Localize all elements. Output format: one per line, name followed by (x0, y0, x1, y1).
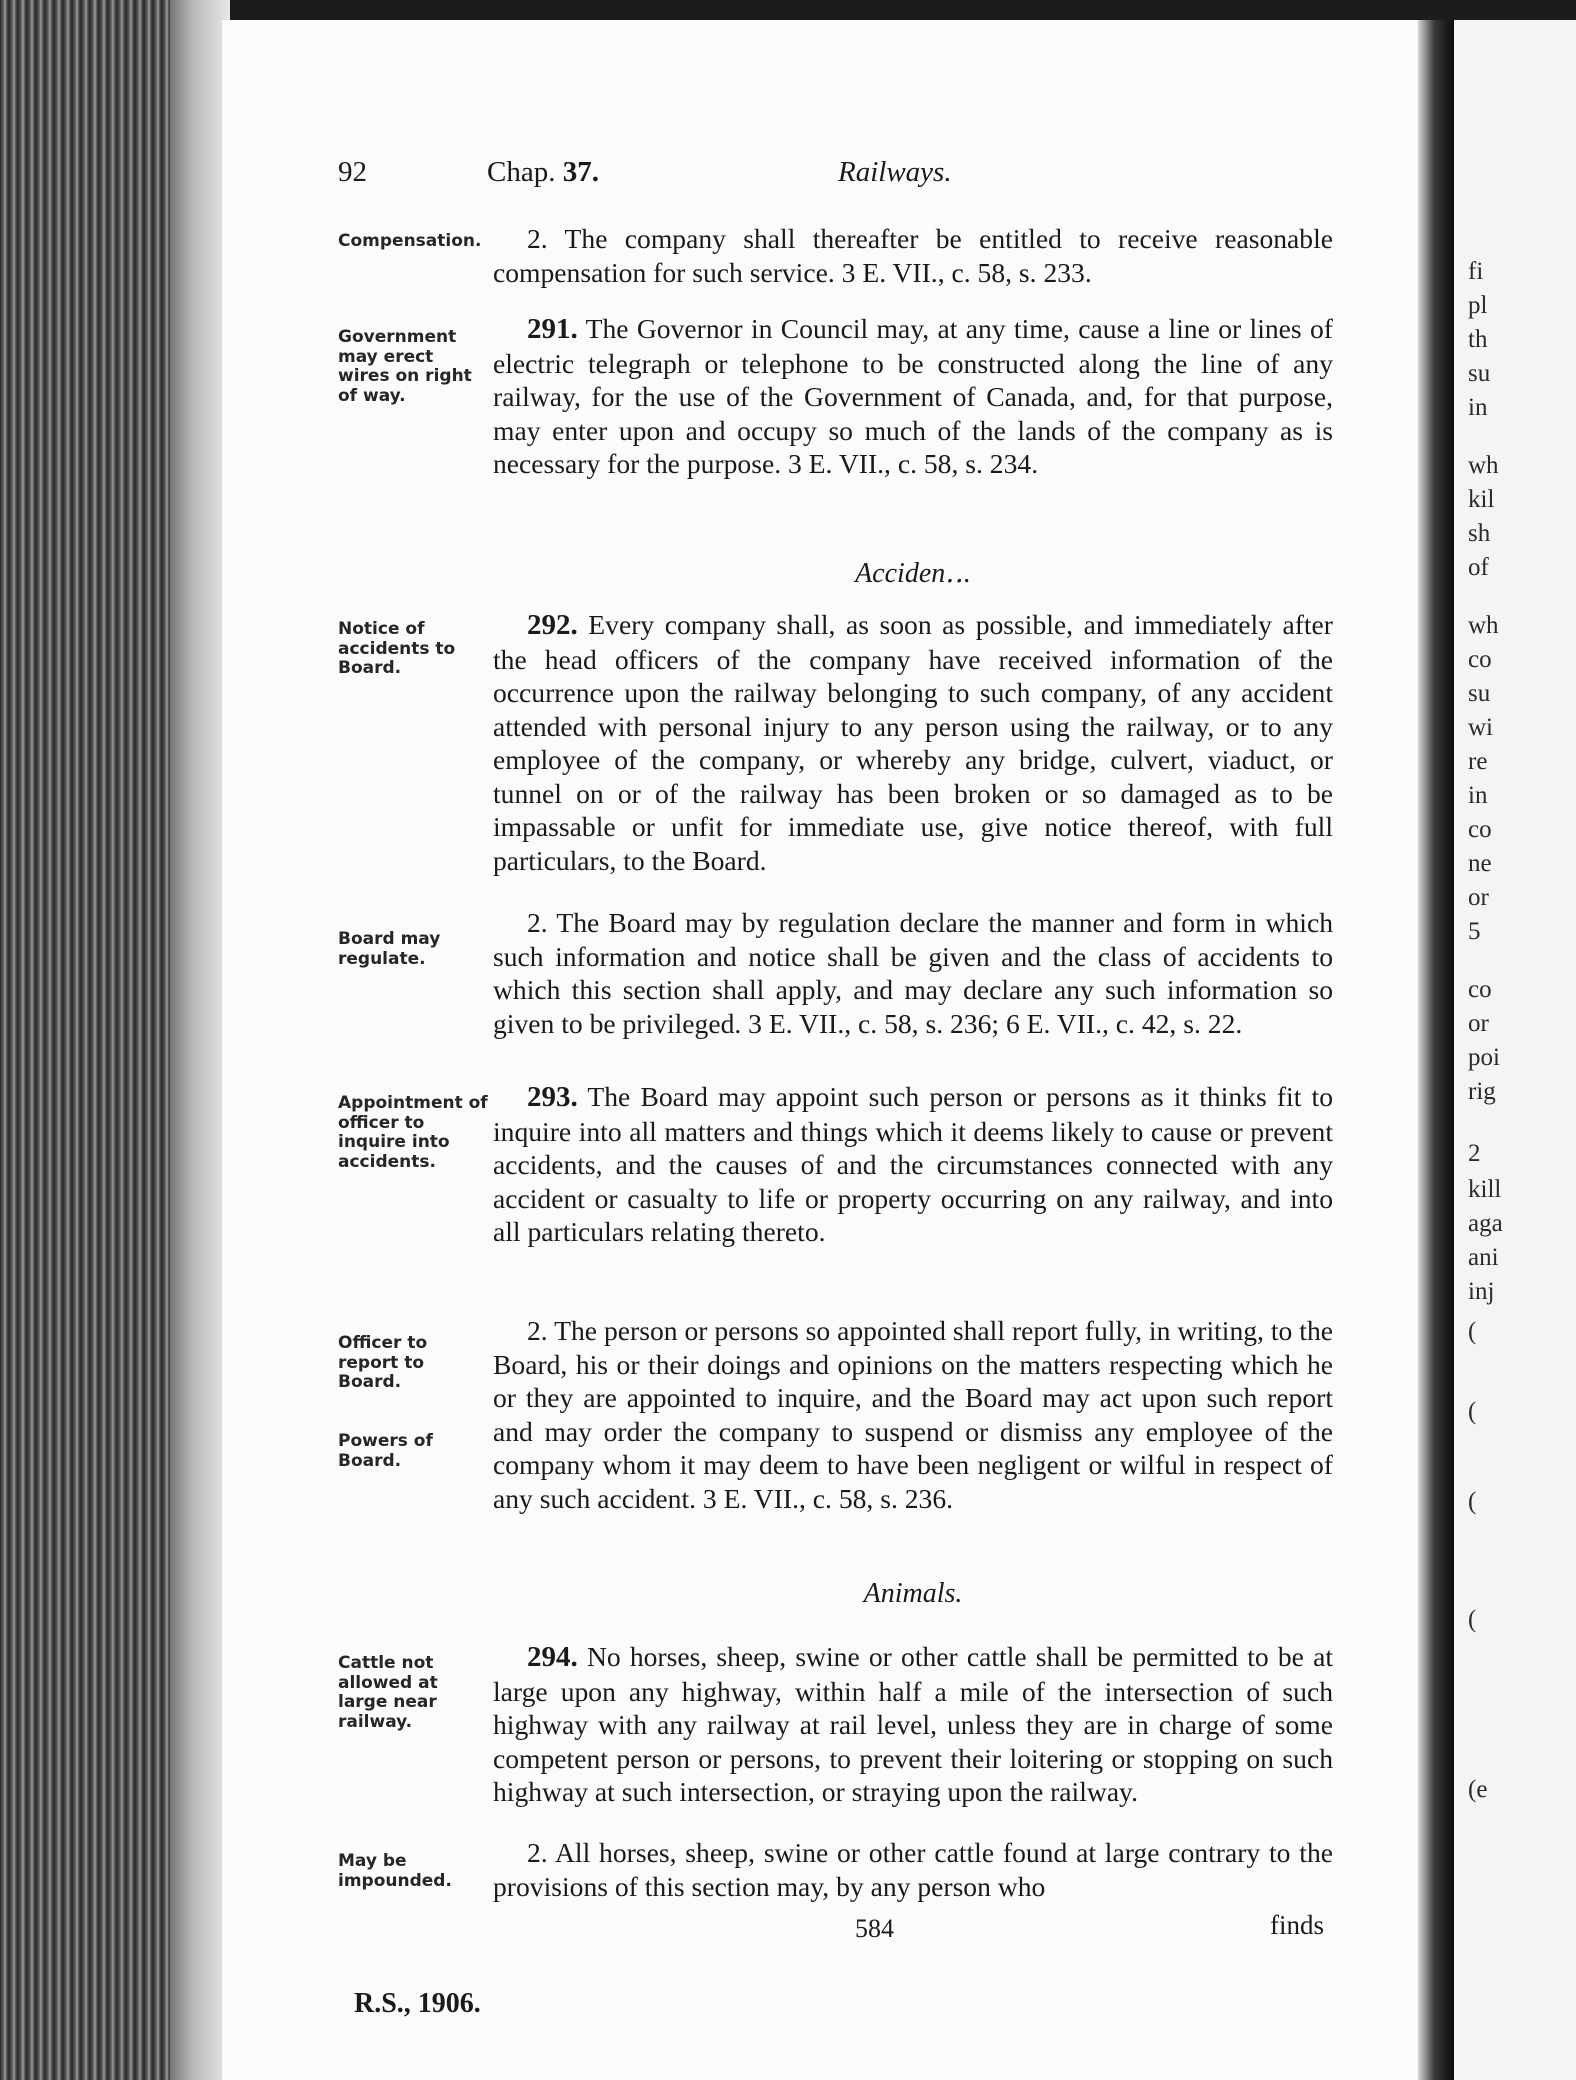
margin-note-cattle-not-allowed: Cattle not allowed at large near railway. (338, 1653, 438, 1732)
section-number: 291. (527, 313, 578, 345)
edition-label: R.S., 1906. (354, 1988, 481, 2019)
facing-page-fragment: fi (1468, 258, 1484, 285)
facing-page-fragment: re (1468, 748, 1488, 775)
facing-page-fragment: in (1468, 394, 1488, 421)
facing-page-fragment: sh (1468, 520, 1491, 547)
page-number: 92 (338, 156, 367, 188)
facing-page-fragment: rig (1468, 1078, 1496, 1105)
margin-note-board-may-regulate: Board may regulate. (338, 929, 441, 969)
facing-page-fragment: 2 (1468, 1140, 1481, 1167)
running-title: Railways. (838, 156, 952, 188)
facing-page-fragment: in (1468, 782, 1488, 809)
section-291 (493, 312, 1333, 481)
section-text: No horses, sheep, swine or other cattle shall be permitted to be at large upon any highway, within half a mile of the intersection of such highway with any railway at rail level, unless they are in charge of some competent person or persons, to prevent their loitering or stopping on such highway at such intersection, or straying upon the railway. (493, 1641, 1333, 1807)
section-294-subsection-2: 2. All horses, sheep, swine or other cattle found at large contrary to the provisions of this section may, by any person who (493, 1837, 1333, 1902)
section-text: Every company shall, as soon as possible, and immediately after the head officers of the company have received information of the occurrence upon the railway belonging to such company, of any accident attended with personal injury to any person using the railway, or to any employee of the company, or whereby any bridge, culvert, viaduct, or tunnel on or of the railway has been broken or so damaged as to be impassable or unfit for immediate use, give notice thereof, with full particulars, to the Board. (493, 609, 1333, 876)
folio-number: 584 (855, 1914, 894, 1943)
facing-page-fragment: 5 (1468, 918, 1481, 945)
facing-page-fragment: su (1468, 680, 1491, 707)
facing-page-fragment: wh (1468, 612, 1499, 639)
section-text: The Governor in Council may, at any time, cause a line or lines of electric telegraph or telephone to be constructed along the line of any railway, for the use of the Government of Canada, and, for that purpose, may enter upon and occupy so much of the lands of the company as is necessary for the purpose. 3 E. VII., c. 58, s. 234. (493, 313, 1333, 479)
facing-page-fragment: ne (1468, 850, 1492, 877)
section-number: 293. (527, 1081, 578, 1113)
facing-page-fragment: poi (1468, 1044, 1500, 1071)
section-293 (493, 1080, 1333, 1249)
facing-page (1454, 20, 1576, 2080)
facing-page-fragment: ( (1468, 1606, 1477, 1633)
book-page-edge-shade (170, 0, 230, 2080)
facing-page-fragment: co (1468, 816, 1492, 843)
facing-page-fragment: co (1468, 976, 1492, 1003)
section-292-subsection-2: 2. The Board may by regulation declare the manner and form in which such information and notice shall be given and the class of accidents to which this section shall apply, and may declare any such information so given to be privileged. 3 E. VII., c. 58, s. 236; 6 E. VII., c. 42, s. 22. (493, 907, 1333, 1039)
facing-page-fragment: or (1468, 884, 1489, 911)
facing-page-fragment: pl (1468, 292, 1488, 319)
facing-page-fragment: of (1468, 554, 1489, 581)
facing-page-fragment: aga (1468, 1210, 1503, 1237)
facing-page-fragment: ani (1468, 1244, 1499, 1271)
facing-page-fragment: (e (1468, 1776, 1488, 1803)
margin-note-appointment-of-officer: Appointment of officer to inquire into accidents. (338, 1093, 488, 1172)
facing-page-fragment: kill (1468, 1176, 1502, 1203)
section-293-subsection-2: 2. The person or persons so appointed shall report fully, in writing, to the Board, his or their doings and opinions on the matters respecting which he or they are appointed to inquire, and the Board may act upon such report and may order the company to suspend or dismiss any employee of the company whom it may deem to have been negligent or wilful in respect of any such accident. 3 E. VII., c. 58, s. 236. (493, 1315, 1333, 1514)
facing-page-fragment: co (1468, 646, 1492, 673)
chapter-number: 37. (562, 156, 599, 188)
book-gutter (1418, 20, 1454, 2080)
margin-note-powers-of-board: Powers of Board. (338, 1431, 433, 1471)
section-290-subsection-2: 2. The company shall thereafter be entitled to receive reasonable compensation for such service. 3 E. VII., c. 58, s. 233. (493, 223, 1333, 288)
facing-page-fragment: ( (1468, 1488, 1477, 1515)
heading-animals: Animals. (863, 1578, 963, 1609)
facing-page-fragment: wi (1468, 714, 1493, 741)
facing-page-fragment: th (1468, 326, 1488, 353)
margin-note-may-be-impounded: May be impounded. (338, 1851, 452, 1891)
margin-note-government-wires: Government may erect wires on right of way. (338, 327, 472, 406)
section-number: 292. (527, 609, 578, 641)
facing-page-fragment: ( (1468, 1318, 1477, 1345)
facing-page-fragment: inj (1468, 1278, 1495, 1305)
heading-accidents: Acciden‥. (855, 558, 971, 589)
section-292 (493, 608, 1333, 877)
catchword: finds (1270, 1910, 1324, 1940)
chapter-label (487, 156, 599, 189)
scan-frame-top (0, 0, 1576, 22)
section-number: 294. (527, 1641, 578, 1673)
facing-page-fragment: or (1468, 1010, 1489, 1037)
section-text: The Board may appoint such person or persons as it thinks fit to inquire into all matters and things which it deems likely to cause or prevent accidents, and the causes of and the circumstances connected with any accident or casualty to life or property occurring on any railway, and into all particulars relating thereto. (493, 1081, 1333, 1247)
margin-note-compensation: Compensation. (338, 231, 482, 251)
margin-note-officer-to-report: Officer to report to Board. (338, 1333, 428, 1392)
section-294 (493, 1640, 1333, 1809)
facing-page-fragment: su (1468, 360, 1491, 387)
facing-page-fragment: ( (1468, 1398, 1477, 1425)
chapter-word: Chap. (487, 156, 556, 188)
facing-page-fragment: wh (1468, 452, 1499, 479)
facing-page-fragment: kil (1468, 486, 1495, 513)
margin-note-notice-of-accidents: Notice of accidents to Board. (338, 619, 456, 678)
